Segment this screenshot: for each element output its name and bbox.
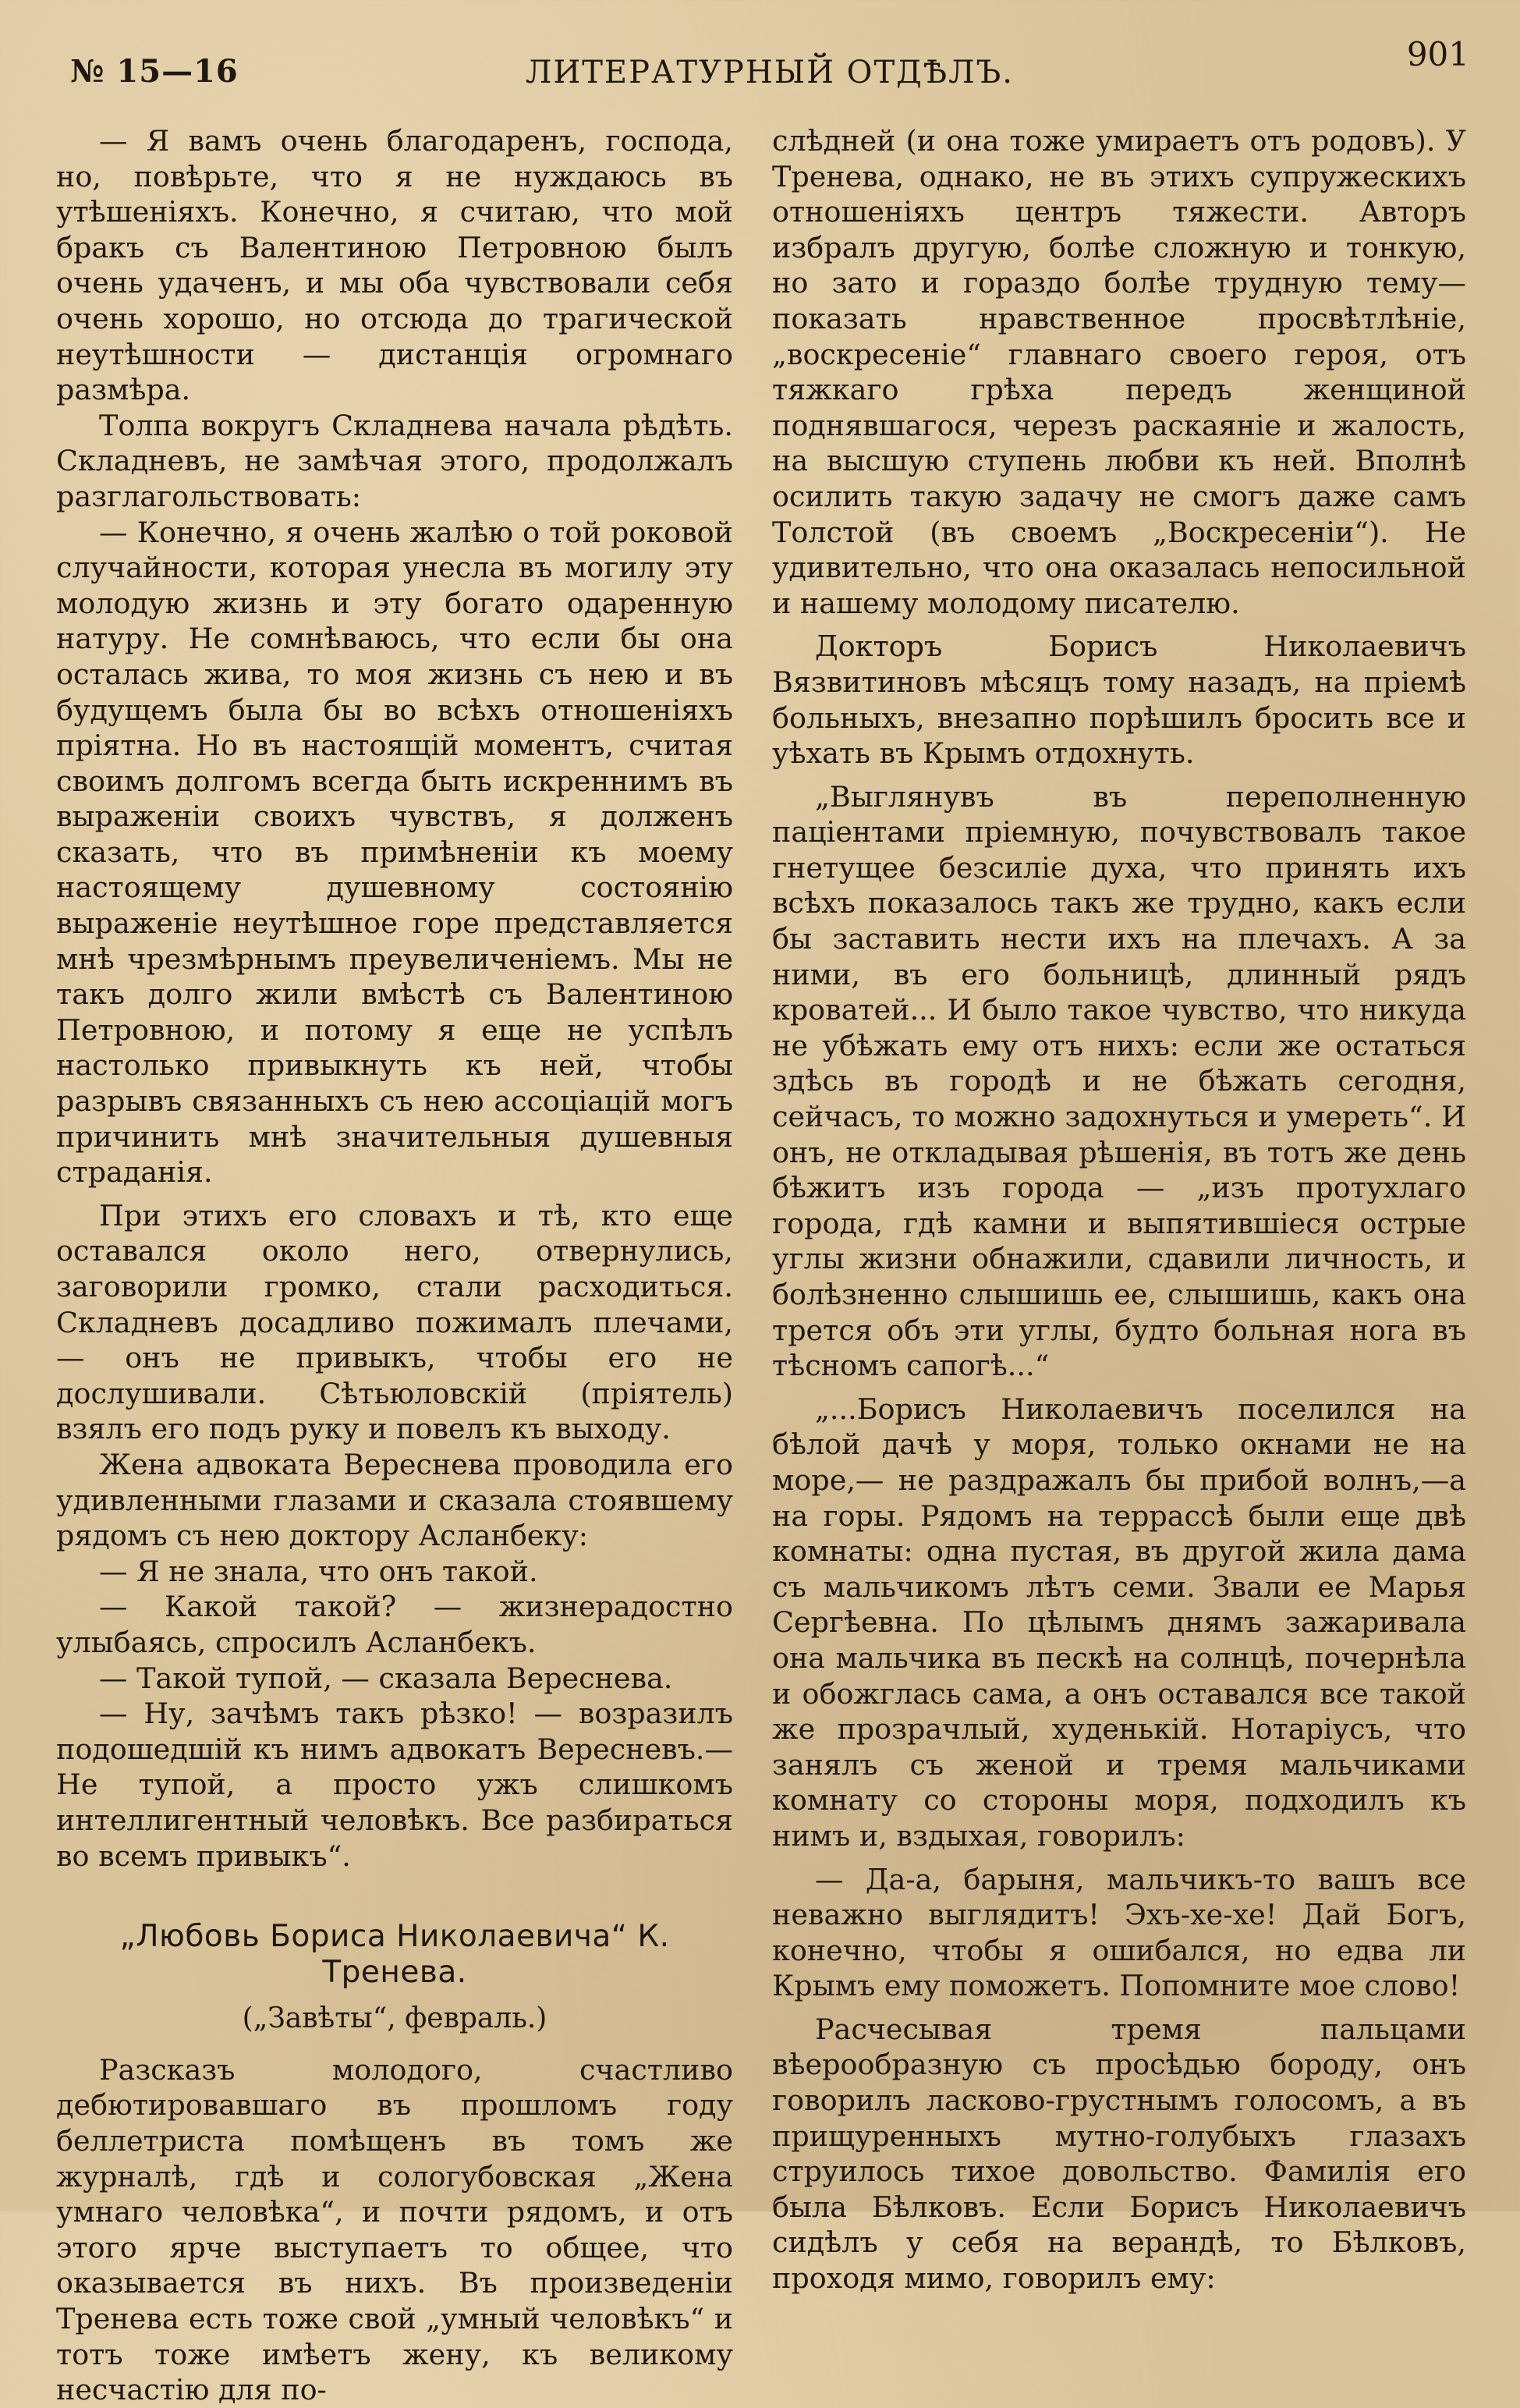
issue-number: № 15—16 [70, 53, 239, 90]
paragraph: Толпа вокругъ Складнева начала рѣдѣть. Складневъ, не замѣчая этого, продолжалъ разглагольствовать: [56, 408, 733, 513]
paragraph: Разсказъ молодого, счастливо дебютировавшаго въ прошломъ году беллетриста помѣщенъ въ томъ же журналѣ, гдѣ и сологубовская „Жена умнаго человѣка“, и почти рядомъ, и отъ этого ярче выступаетъ то общее, что оказывается въ нихъ. Въ произведеніи Тренева есть тоже свой „умный человѣкъ“ и тотъ тоже имѣетъ жену, къ великому несчастію для по- [56, 2052, 733, 2407]
paragraph: — Такой тупой, — сказала Вереснева. [99, 1661, 673, 1695]
section-title: ЛИТЕРАТУРНЫЙ ОТДѢЛЪ. [525, 55, 1014, 90]
paragraph: — Ну, зачѣмъ такъ рѣзко! — возразилъ подошедшій къ нимъ адвокатъ Вересневъ.— Не тупой, а просто ужъ слишкомъ интеллигентный человѣкъ. Все разбираться во всемъ привыкъ“. [56, 1697, 733, 1873]
page-header [70, 31, 1469, 94]
paragraph: Докторъ Борисъ Николаевичъ Вязвитиновъ мѣсяцъ тому назадъ, на пріемѣ больныхъ, внезапно порѣшилъ бросить все и уѣхать въ Крымъ отдохнуть. [772, 629, 1466, 771]
paragraph: — Да-а, барыня, мальчикъ-то вашъ все неважно выглядитъ! Эхъ-хе-хе! Дай Богъ, конечно, чтобы я ошибался, но едва ли Крымъ ему поможетъ. Попомните мое слово! [772, 1862, 1466, 2003]
article-title: „Любовь Бориса Николаевича“ К. Тренева. [119, 1919, 670, 1990]
left-column [56, 123, 733, 2408]
paragraph: При этихъ его словахъ и тѣ, кто еще оставался около него, отвернулись, заговорили громко, стали расходиться. Складневъ досадливо пожималъ плечами, — онъ не привыкъ, чтобы его не дослушивали. Сѣтьюловскій (пріятель) взялъ его подъ руку и повелъ къ выходу. [56, 1198, 733, 1446]
page-number: 901 [1406, 35, 1469, 73]
paragraph: „...Борисъ Николаевичъ поселился на бѣлой дачѣ у моря, только окнами не на море,— не раздражалъ бы прибой волнъ,—а на горы. Рядомъ на террассѣ были еще двѣ комнаты: одна пустая, въ другой жила дама съ мальчикомъ лѣтъ семи. Звали ее Марья Сергѣевна. По цѣлымъ днямъ зажаривала она мальчика въ пескѣ на солнцѣ, почернѣла и обожглась сама, а онъ оставался все такой же прозрачлый, худенькій. Нотаріусъ, что занялъ съ женой и тремя мальчиками комнату со стороны моря, подходилъ къ нимъ и, вздыхая, говорилъ: [772, 1392, 1466, 1853]
paragraph: — Какой такой? — жизнерадостно улыбаясь, спросилъ Асланбекъ. [56, 1590, 733, 1659]
right-column [772, 123, 1466, 2296]
paragraph: „Выглянувъ въ переполненную паціентами пріемную, почувствовалъ такое гнетущее безсиліе духа, что принять ихъ всѣхъ показалось такъ же трудно, какъ если бы заставить нести ихъ на плечахъ. А за ними, въ его больницѣ, длинный рядъ кроватей... И было такое чувство, что никуда не убѣжать ему отъ нихъ: если же остаться здѣсь въ городѣ и не бѣжать сегодня, сейчасъ, то можно задохнуться и умереть“. И онъ, не откладывая рѣшенія, въ тотъ же день бѣжитъ изъ города — „изъ протухлаго города, гдѣ камни и выпятившіеся острые углы жизни обнажили, сдавили личность, и болѣзненно слышишь ее, слышишь, какъ она трется объ эти углы, будто больная нога въ тѣсномъ сапогѣ...“ [772, 779, 1466, 1383]
paragraph-continuation: слѣдней (и она тоже умираетъ отъ родовъ). У Тренева, однако, не въ этихъ супружескихъ отношеніяхъ центръ тяжести. Авторъ избралъ другую, болѣе сложную и тонкую, но зато и гораздо болѣе трудную тему—показать нравственное просвѣтлѣніе, „воскресеніе“ главнаго своего героя, отъ тяжкаго грѣха передъ женщиной поднявшагося, черезъ раскаяніе и жалость, на высшую ступень любви къ ней. Вполнѣ осилить такую задачу не смогъ даже самъ Толстой (въ своемъ „Воскресеніи“). Не удивительно, что она оказалась непосильной и нашему молодому писателю. [772, 124, 1466, 620]
paragraph: — Конечно, я очень жалѣю о той роковой случайности, которая унесла въ могилу эту молодую жизнь и эту богато одаренную натуру. Не сомнѣваюсь, что если бы она осталась жива, то моя жизнь съ нею и въ будущемъ была бы во всѣхъ отношеніяхъ пріятна. Но въ настоящій моментъ, считая своимъ долгомъ всегда быть искреннимъ въ выраженіи своихъ чувствъ, я долженъ сказать, что въ примѣненіи къ моему настоящему душевному состоянію выраженіе неутѣшное горе представляется мнѣ чрезмѣрнымъ преувеличеніемъ. Мы не такъ долго жили вмѣстѣ съ Валентиною Петровною, и потому я еще не успѣлъ настолько привыкнуть къ ней, чтобы разрывъ связанныхъ съ нею ассоціацій могъ причинить мнѣ значительныя душевныя страданія. [56, 515, 733, 1190]
article-source: („Завѣты“, февраль.) [242, 2002, 547, 2035]
paragraph: Жена адвоката Вереснева проводила его удивленными глазами и сказала стоявшему рядомъ съ нею доктору Асланбеку: [56, 1447, 733, 1553]
paragraph: — Я не знала, что онъ такой. [99, 1554, 538, 1588]
paragraph: — Я вамъ очень благодаренъ, господа, но, повѣрьте, что я не нуждаюсь въ утѣшеніяхъ. Конечно, я считаю, что мой бракъ съ Валентиною Петровною былъ очень удаченъ, и мы оба чувствовали себя очень хорошо, но отсюда до трагической неутѣшности — дистанція огромнаго размѣра. [56, 124, 733, 407]
paragraph: Расчесывая тремя пальцами вѣерообразную съ просѣдью бороду, онъ говорилъ ласково-грустнымъ голосомъ, а въ прищуренныхъ мутно-голубыхъ глазахъ струилось тихое довольство. Фамилія его была Бѣлковъ. Если Борисъ Николаевичъ сидѣлъ у себя на верандѣ, то Бѣлковъ, проходя мимо, говорилъ ему: [772, 2012, 1466, 2296]
